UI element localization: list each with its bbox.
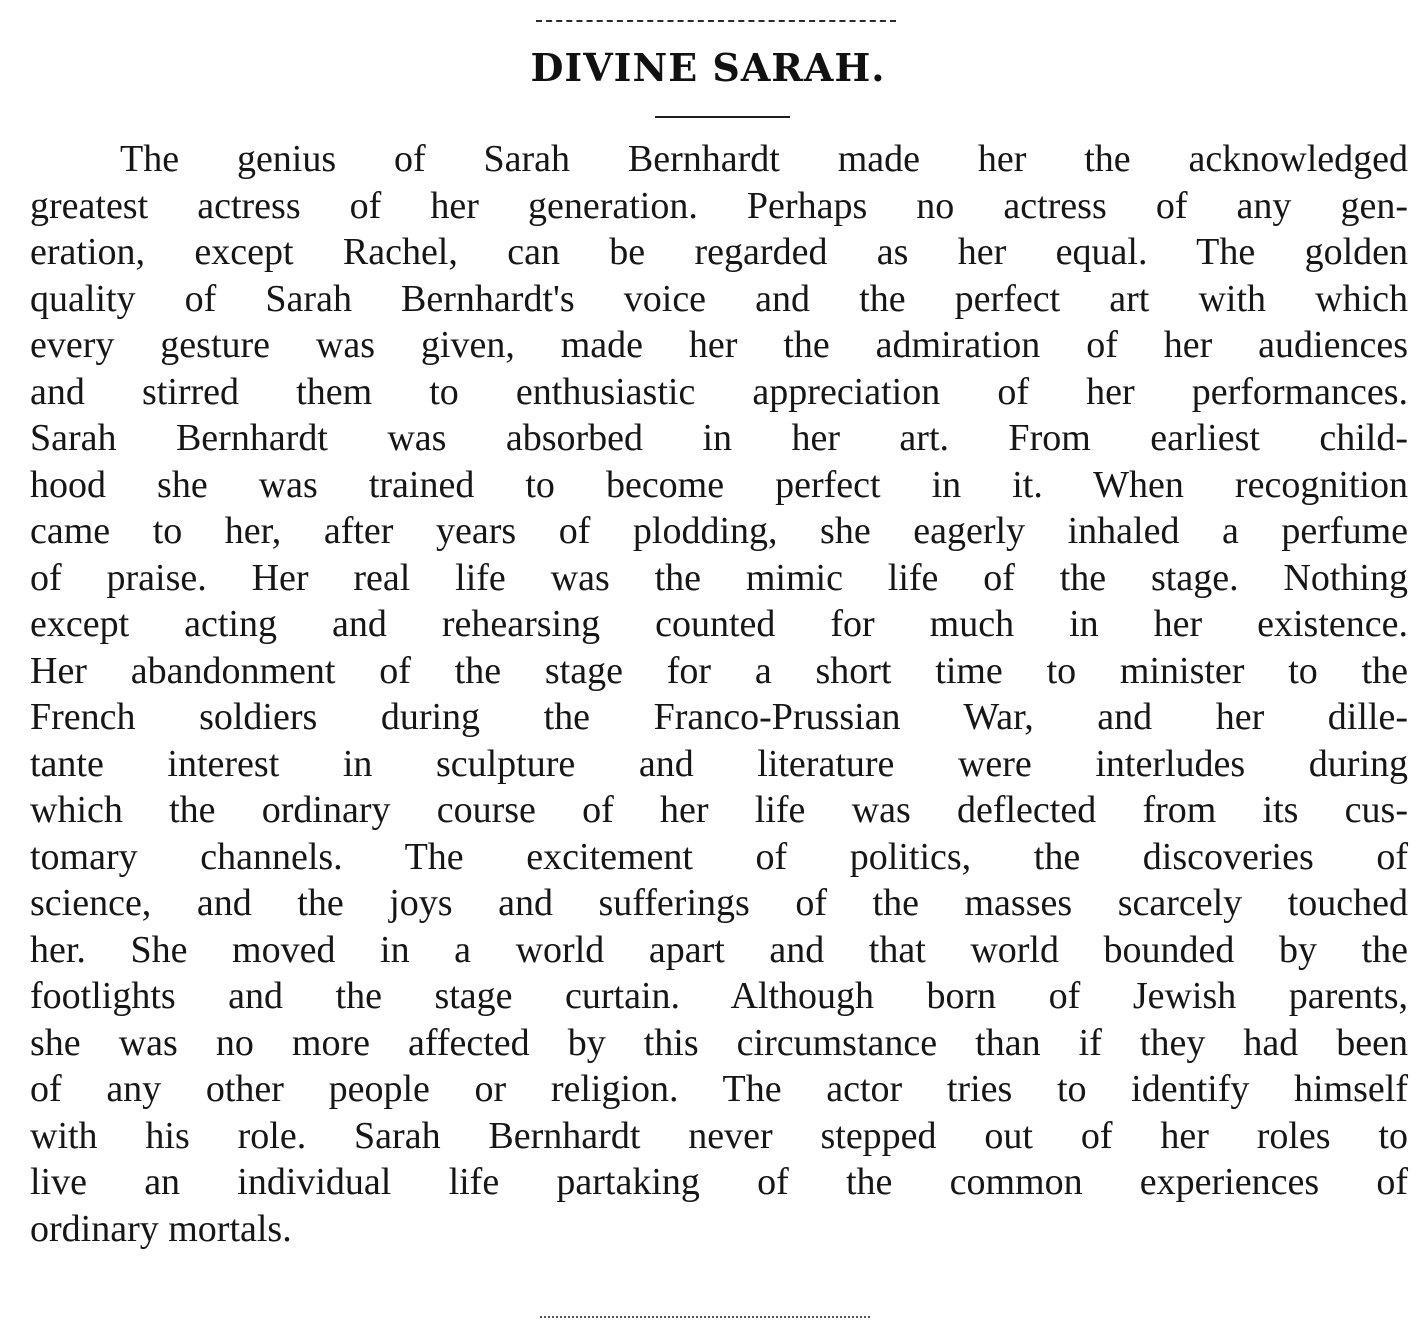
top-divider-rule [536,20,896,22]
article-line: Sarah Bernhardt was absorbed in her art. From earliest child- [30,417,1408,459]
article-line: eration, except Rachel, can be regarded as her equal. The golden [30,231,1408,273]
article-line: live an individual life partaking of the common experiences of [30,1161,1408,1203]
article-line: quality of Sarah Bernhardt's voice and the perfect art with which [30,277,1408,320]
article-line: every gesture was given, made her the admiration of her audiences [30,324,1408,366]
article-line: of any other people or religion. The actor tries to identify himself [30,1068,1408,1110]
article-body [30,136,1408,1252]
article-line: and stirred them to enthusiastic appreciation of her performances. [30,370,1408,413]
article-line: greatest actress of her generation. Perhaps no actress of any gen- [30,184,1408,227]
article-line: footlights and the stage curtain. Although born of Jewish parents, [30,975,1408,1017]
article-line: her. She moved in a world apart and that world bounded by the [30,928,1408,971]
article-line: ordinary mortals. [30,1207,292,1250]
article-line: which the ordinary course of her life was deflected from its cus- [30,789,1408,831]
article-line: came to her, after years of plodding, she eagerly inhaled a perfume [30,510,1408,552]
article-line: The genius of Sarah Bernhardt made her the acknowledged [120,138,1408,180]
article-line: except acting and rehearsing counted for much in her existence. [30,603,1408,645]
article-line: with his role. Sarah Bernhardt never stepped out of her roles to [30,1114,1408,1157]
article-line: she was no more affected by this circumstance than if they had been [30,1021,1408,1064]
article-line: tomary channels. The excitement of politics, the discoveries of [30,835,1408,878]
article-line: science, and the joys and sufferings of the masses scarcely touched [30,882,1408,924]
article-line: Her abandonment of the stage for a short time to minister to the [30,649,1408,692]
headline-underline-rule [655,116,790,118]
article-line: hood she was trained to become perfect in it. When recognition [30,463,1408,506]
article-headline: DIVINE SARAH. [530,45,886,90]
article-line: tante interest in sculpture and literature were interludes during [30,742,1408,785]
article-line: of praise. Her real life was the mimic life of the stage. Nothing [30,556,1408,599]
article-line: French soldiers during the Franco-Prussian War, and her dille- [30,696,1408,738]
bottom-divider-rule [540,1316,870,1318]
